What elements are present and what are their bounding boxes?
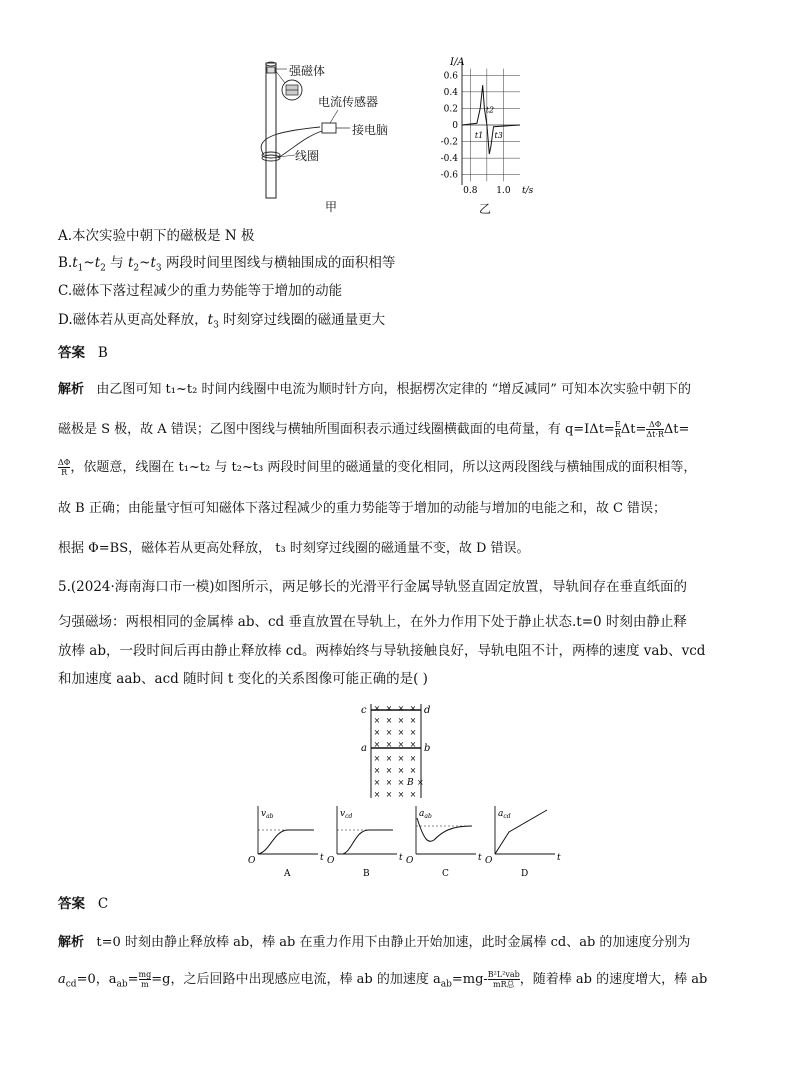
analysis-1-label: 解析 [58,382,85,397]
analysis-1-line-4: 故 B 正确；由能量守恒可知磁体下落过程减少的重力势能等于增加的动能与增加的电能之和，故 C 错误； [58,501,667,516]
option-b-t2: t [94,255,101,271]
ytick-label-2: 0.2 [443,104,458,115]
label-field-B: B [407,778,414,788]
graph-C-caption: C [442,869,449,879]
graph-A-curve [258,830,314,854]
field-cross-24: × [373,778,381,787]
option-b-m2: 与 [105,255,128,271]
x-axis-label: t/s [522,186,534,196]
label-c: c [361,705,367,716]
field-cross-25: × [385,778,393,787]
graph-D-t-label: t [557,853,561,863]
option-d-sub: 3 [213,320,219,331]
xtick-label-0: 0.8 [463,186,478,196]
answer-1-value: B [97,345,108,361]
field-cross-30: × [409,790,417,799]
field-cross-20: × [373,766,381,775]
answer-1 [58,341,108,361]
analysis-1-line-5: 根据 Φ=BS，磁体若从更高处释放， t₃ 时刻穿过线圈的磁通量不变，故 D 错误。 [58,541,530,556]
graph-C-curve [417,818,472,841]
q5-line-4: 和加速度 aab、acd 随时间 t 变化的关系图像可能正确的是( ) [58,671,428,687]
figure-rails [355,700,445,805]
ytick-label-3: 0 [452,121,458,131]
y-axis-label: I/A [450,57,465,68]
graph-D [485,806,561,879]
field-cross-31: × [417,778,424,787]
annotation-t2: t2 [485,105,495,115]
graph-A-y-label: $v_{ab}$ [261,809,274,820]
analysis-1-frac3-den: R [61,468,68,477]
field-cross-16: × [373,754,381,763]
analysis-1-line-3 [58,456,696,477]
field-cross-3: × [409,704,417,713]
analysis-2-frac2-den: mR总 [492,980,515,989]
graph-B-caption: B [363,869,370,879]
analysis-2-line-2 [58,968,707,990]
graph-B-y-label: $v_{cd}$ [340,809,353,820]
field-cross-21: × [385,766,393,775]
option-d-t: t [207,312,214,328]
analysis-2-text-2f: ，随着棒 ab 的速度增大，棒 ab [519,972,708,987]
magnet-block [267,67,275,73]
analysis-1-text-2b: Δt= [620,422,647,437]
option-b [58,251,395,274]
analysis-2-text-2d: =g，之后回路中出现感应电流，棒 ab 的加速度 a [151,972,441,987]
analysis-2-acd: a [58,972,66,987]
analysis-1-text-3: ，依题意，线圈在 t₁~t₂ 与 t₂~t₃ 两段时间里的磁通量的变化相同，所以这两段图线与横轴围成的面积相等， [70,460,697,475]
graph-A [248,806,324,879]
field-cross-28: × [385,790,393,799]
figure-yi-chart [420,55,540,205]
field-cross-9: × [385,728,393,737]
option-d-post: 时刻穿过线圈的磁通量更大 [218,312,386,328]
field-cross-13: × [385,740,393,749]
option-b-m1: ~ [83,255,95,271]
answer-1-label: 答案 [58,345,85,361]
analysis-1-frac1-num: E [614,420,621,429]
ytick-label-1: 0.4 [443,87,458,98]
graph-C-y-label: $a_{ab}$ [419,809,432,820]
field-cross-12: × [373,740,381,749]
field-cross-1: × [385,704,393,713]
ytick-label-5: -0.4 [440,154,458,165]
label-sensor: 电流传感器 [318,95,379,109]
label-a: a [361,743,367,754]
graph-A-t-label: t [320,853,324,863]
graph-B [327,806,403,879]
analysis-2-text-2c: = [127,972,139,987]
field-cross-11: × [409,728,417,737]
field-cross-5: × [385,716,393,725]
current-curve [462,85,520,154]
graph-B-t-label: t [399,853,403,863]
graph-C-t-label: t [478,853,482,863]
analysis-2-frac1-den: m [141,980,149,989]
analysis-2-label: 解析 [58,935,85,950]
field-cross-29: × [397,790,405,799]
graph-B-curve [337,830,393,854]
analysis-2-text-1: t=0 时刻由静止释放棒 ab，棒 ab 在重力作用下由静止开始加速，此时金属棒 cd、ab 的加速度分别为 [96,935,691,950]
analysis-1-frac2-den: Δt·R [646,430,664,439]
analysis-1-text-2a: 磁极是 S 极，故 A 错误；乙图中图线与横轴所围面积表示通过线圈横截面的电荷量，有 q=IΔt= [58,422,615,437]
answer-2-label: 答案 [58,896,85,912]
label-jia: 甲 [325,200,338,214]
answer-2-value: C [97,896,109,912]
field-cross-8: × [373,728,381,737]
field-cross-14: × [397,740,405,749]
annotation-t3: t3 [494,131,503,140]
graph-A-origin: O [248,856,256,866]
figure-graphs [248,804,561,880]
analysis-1-text-2c: Δt= [663,422,690,437]
field-cross-27: × [373,790,381,799]
field-cross-2: × [397,704,405,713]
analysis-2-aab2-sub: ab [440,979,452,990]
label-magnet: 强磁体 [289,64,326,78]
analysis-2-aab-sub: ab [116,979,128,990]
analysis-2-line-1 [58,931,690,950]
analysis-1-line-2 [58,418,689,439]
analysis-2-frac1-num: mg [138,970,152,979]
graph-D-y-label: $a_{cd}$ [498,809,511,820]
option-d-prefix: D.磁体若从更高处释放， [58,312,208,328]
answer-2 [58,892,108,912]
ytick-label-0: 0.6 [443,71,458,82]
figure-jia [250,55,430,215]
label-computer: 接电脑 [352,123,389,137]
field-cross-17: × [385,754,393,763]
graph-D-origin: O [485,856,493,866]
annotation-t1: t1 [474,131,484,140]
option-b-post: 两段时间里图线与横轴围成的面积相等 [161,255,396,271]
option-b-t1: t [72,255,78,271]
option-b-m3: ~ [139,255,151,271]
analysis-2-frac2-num: B²L²vab [487,970,520,979]
analysis-1-frac3-num: ΔΦ [58,458,71,467]
q5-line-1: 5.(2024·海南海口市一模)如图所示，两足够长的光滑平行金属导轨竖直固定放置，导轨间存在垂直纸面的 [58,579,688,595]
field-cross-15: × [409,740,417,749]
option-b-sub4: 3 [155,263,162,274]
graph-D-caption: D [521,869,529,879]
xtick-label-1: 1.0 [496,186,511,196]
option-b-sub3: 2 [133,263,140,274]
analysis-2-acd-sub: cd [65,979,77,990]
graph-C [406,806,482,879]
field-cross-22: × [397,766,405,775]
q5-line-2: 匀强磁场：两根相同的金属棒 ab、cd 垂直放置在导轨上，在外力作用下处于静止状态.t=0 时刻由静止释 [58,614,687,630]
label-d: d [424,705,431,716]
option-c: C.磁体下落过程减少的重力势能等于增加的动能 [58,283,343,299]
field-cross-18: × [397,754,405,763]
ytick-label-4: -0.2 [440,137,458,148]
field-cross-7: × [409,716,417,725]
glass-tube [266,63,276,198]
graph-B-origin: O [327,856,335,866]
label-yi: 乙 [479,202,492,216]
option-b-sub2: 2 [100,263,106,274]
q5-line-3: 放棒 ab，一段时间后再由静止释放棒 cd。两棒始终与导轨接触良好，导轨电阻不计，两棒的速度 vab、vcd [58,643,706,659]
analysis-1-frac2-num: ΔΦ [646,420,664,430]
option-b-t4: t [150,255,156,271]
field-cross-10: × [397,728,405,737]
option-a: A.本次实验中朝下的磁极是 N 极 [58,228,255,244]
field-cross-4: × [373,716,381,725]
option-b-prefix: B. [58,255,73,271]
analysis-1-line-1 [58,378,691,397]
field-cross-23: × [409,766,417,775]
field-cross-0: × [373,704,381,713]
field-cross-26: × [397,778,405,787]
ytick-label-6: -0.6 [440,170,458,181]
graph-A-caption: A [284,869,291,879]
field-cross-6: × [397,716,405,725]
analysis-1-text-1: 由乙图可知 t₁~t₂ 时间内线圈中电流为顺时针方向，根据楞次定律的 “增反减同” 可知本次实验中朝下的 [96,382,692,397]
label-b: b [424,743,431,754]
analysis-1-frac1-den: R [614,430,621,439]
option-b-t3: t [127,255,134,271]
graph-C-origin: O [406,856,414,866]
field-cross-19: × [409,754,417,763]
analysis-2-text-2e: =mg- [451,972,488,987]
current-sensor [322,123,336,133]
option-b-sub1: 1 [77,263,84,274]
option-d [58,308,385,331]
label-coil: 线圈 [295,149,320,163]
analysis-2-text-2b: =0，a [76,972,117,987]
